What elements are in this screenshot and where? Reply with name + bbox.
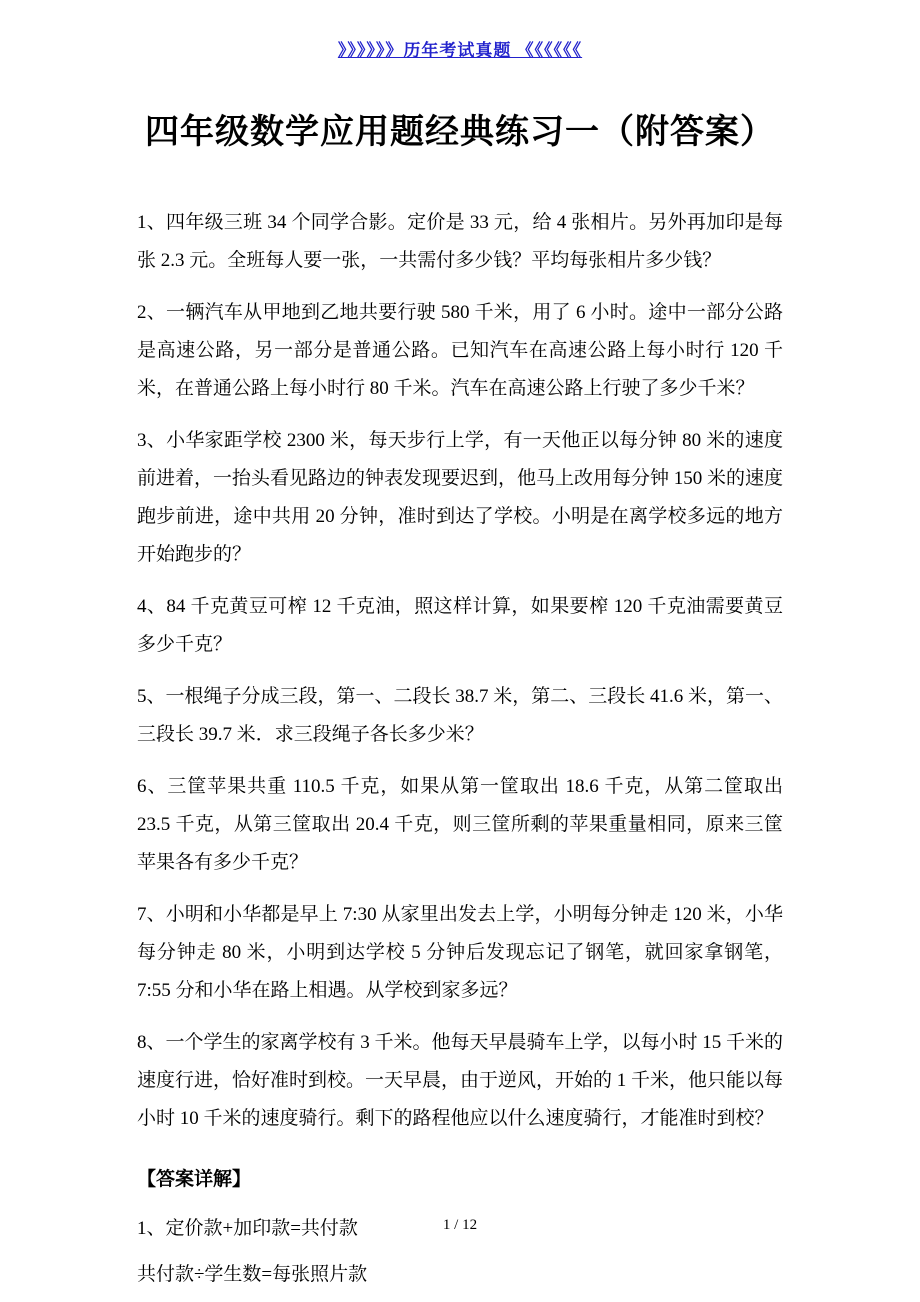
problem-3: 3、小华家距学校 2300 米，每天步行上学，有一天他正以每分钟 80 米的速度前进着，一抬头看见路边的钟表发现要迟到，他马上改用每分钟 150 米的速度跑步前进，途中共用 20 分钟，准时到达了学校。小明是在离学校多远的地方开始跑步的？ [137,429,784,565]
problem-6: 6、三筐苹果共重 110.5 千克，如果从第一筐取出 18.6 千克，从第二筐取出 23.5 千克，从第三筐取出 20.4 千克，则三筐所剩的苹果重量相同，原来三筐苹果各有多少千克？ [137,775,783,873]
problem-5: 5、一根绳子分成三段，第一、二段长 38.7 米，第二、三段长 41.6 米，第一、三段长 39.7 米．求三段绳子各长多少米？ [137,685,784,745]
answer-line-1: 1、定价款+加印款=共付款 [137,1217,358,1239]
problem-8: 8、一个学生的家离学校有 3 千米。他每天早晨骑车上学，以每小时 15 千米的速度行进，恰好准时到校。一天早晨，由于逆风，开始的 1 千米，他只能以每小时 10 千米的速度骑行。剩下的路程他应以什么速度骑行，才能准时到校？ [137,1031,784,1129]
page-number: 1 / 12 [442,1217,478,1233]
answers-section-header: 【答案详解】 [137,1168,252,1190]
problem-2: 2、一辆汽车从甲地到乙地共要行驶 580 千米，用了 6 小时。途中一部分公路是高速公路，另一部分是普通公路。已知汽车在高速公路上每小时行 120 千米，在普通公路上每小时行 80 千米。汽车在高速公路上行驶了多少千米？ [137,301,783,399]
page-title: 四年级数学应用题经典练习一（附答案） [145,113,775,151]
problem-4: 4、84 千克黄豆可榨 12 千克油，照这样计算，如果要榨 120 千克油需要黄豆多少千克？ [137,595,783,655]
problem-7: 7、小明和小华都是早上 7:30 从家里出发去上学，小明每分钟走 120 米，小华每分钟走 80 米，小明到达学校 5 分钟后发现忘记了钢笔，就回家拿钢笔，7:55 分和小华在路上相遇。从学校到家多远？ [137,903,783,1001]
page-footer [0,1216,920,1234]
header [0,0,920,61]
exam-archive-link[interactable]: 》》》》》》历年考试真题 《《《《《《 [337,41,583,60]
document-body [137,204,783,1289]
answer-line-2: 共付款÷学生数=每张照片款 [137,1263,368,1285]
problem-1: 1、四年级三班 34 个同学合影。定价是 33 元，给 4 张相片。另外再加印是每张 2.3 元。全班每人要一张，一共需付多少钱？平均每张相片多少钱？ [137,211,783,271]
